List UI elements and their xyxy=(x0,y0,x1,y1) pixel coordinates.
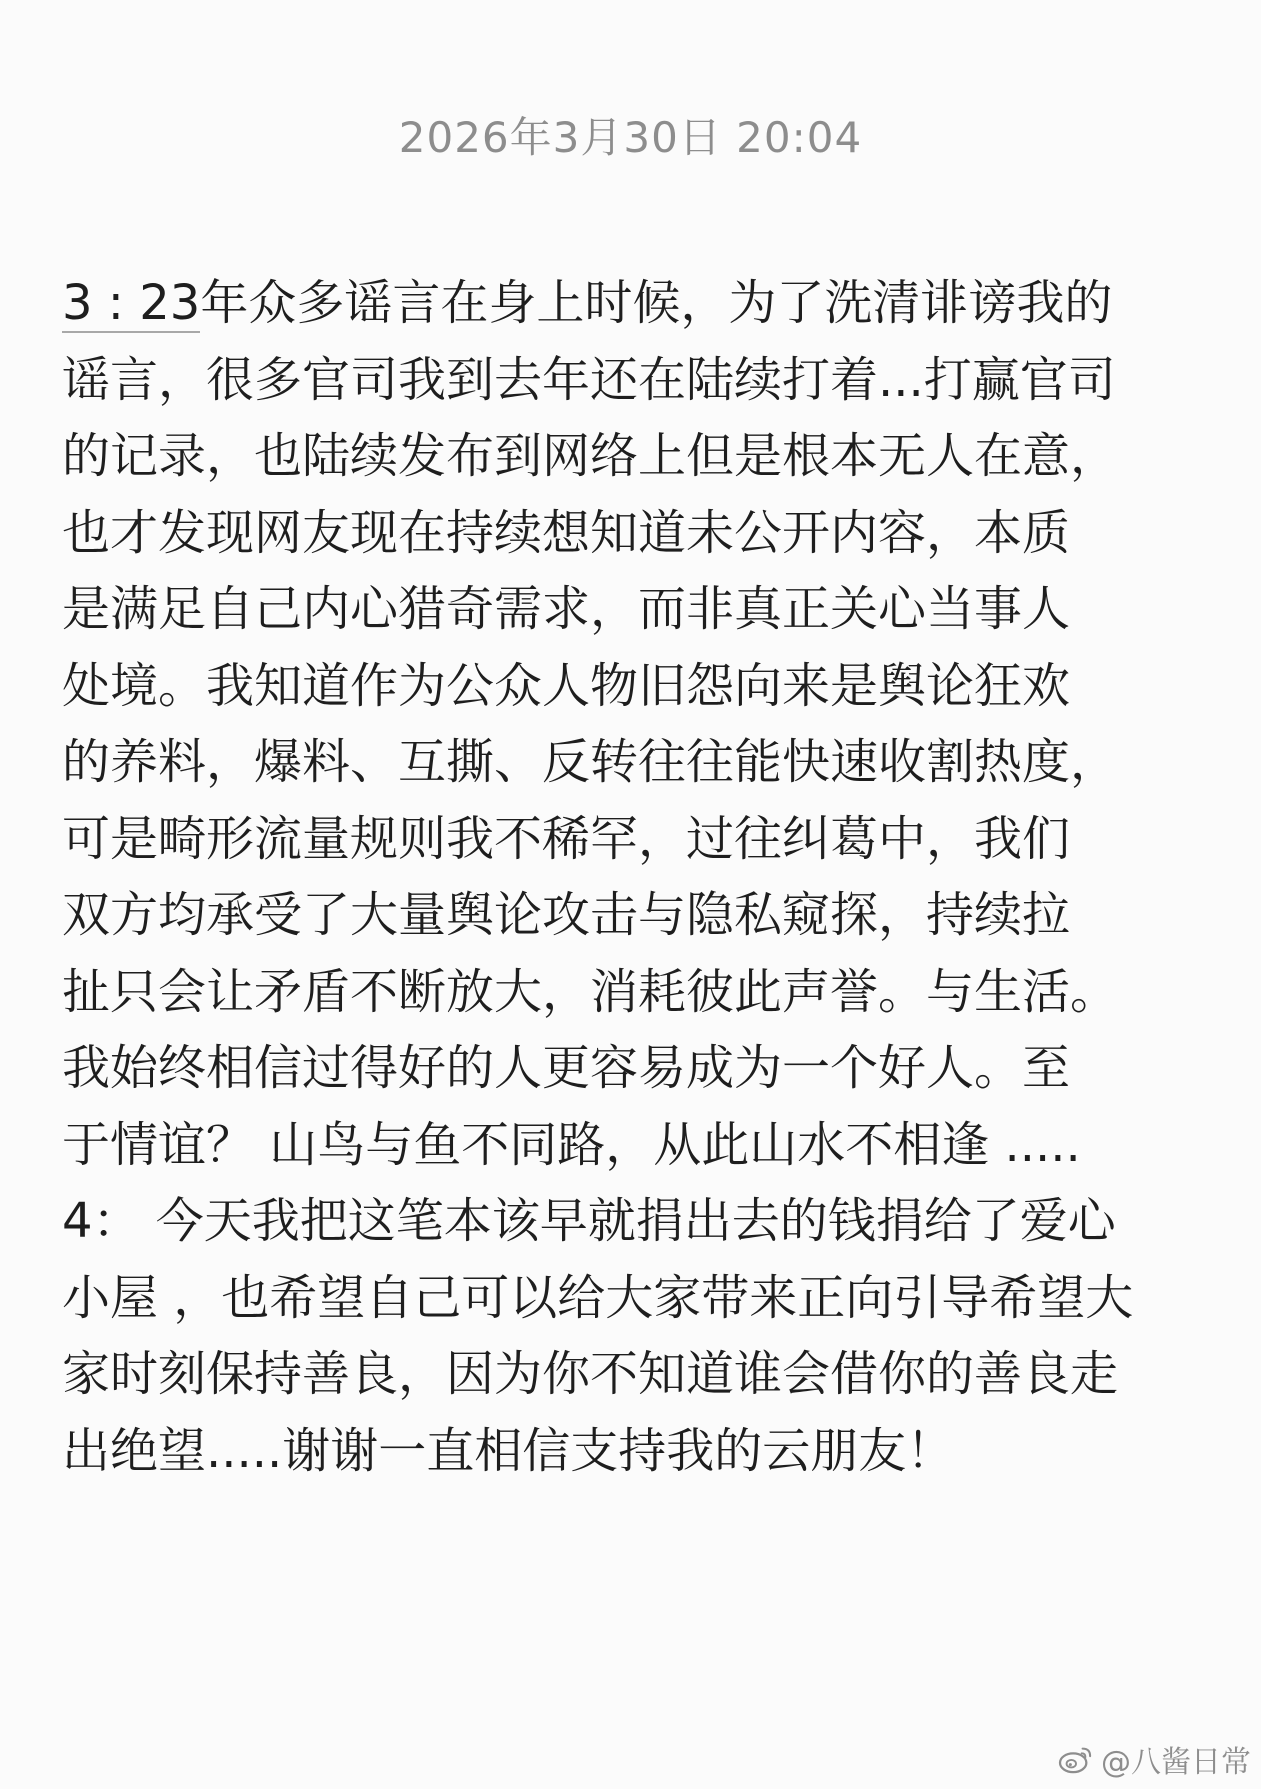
weibo-logo-icon xyxy=(1057,1743,1095,1775)
note-line-text: 年众多谣言在身上时候，为了洗清诽谤我的 xyxy=(200,275,1113,331)
weibo-watermark xyxy=(1057,1737,1251,1781)
note-line: 谣言，很多官司我到去年还在陆续打着...打赢官司 xyxy=(62,351,1116,408)
note-date: 2026年3月30日 20:04 xyxy=(398,113,863,162)
note-line: 处境。我知道作为公众人物旧怨向来是舆论狂欢 xyxy=(62,657,1071,714)
note-underlined-text: 3 : 23 xyxy=(62,275,201,331)
note-line: 可是畸形流量规则我不稀罕，过往纠葛中，我们 xyxy=(62,810,1071,867)
note-line: 于情谊？ 山鸟与鱼不同路，从此山水不相逢 ..... xyxy=(62,1116,1081,1173)
note-line: 家时刻保持善良，因为你不知道谁会借你的善良走 xyxy=(62,1346,1119,1402)
watermark-text: @八酱日常 xyxy=(1101,1745,1251,1780)
note-line: 也才发现网友现在持续想知道未公开内容，本质 xyxy=(62,504,1071,561)
note-line: 小屋 ，也希望自己可以给大家带来正向引导希望大 xyxy=(62,1269,1134,1326)
note-line: 4： 今天我把这笔本该早就捐出去的钱捐给了爱心 xyxy=(62,1193,1116,1249)
note-line: 我始终相信过得好的人更容易成为一个好人。至 xyxy=(62,1040,1071,1096)
note-body xyxy=(62,265,1202,1489)
note-line: 的记录，也陆续发布到网络上但是根本无人在意， xyxy=(62,428,1119,484)
note-line: 扯只会让矛盾不断放大，消耗彼此声誉。与生活。 xyxy=(62,963,1119,1020)
note-line xyxy=(62,265,1202,342)
note-line: 出绝望.....谢谢一直相信支持我的云朋友！ xyxy=(62,1422,955,1479)
note-line: 的养料，爆料、互撕、反转往往能快速收割热度， xyxy=(62,734,1119,790)
note-line: 双方均承受了大量舆论攻击与隐私窥探，持续拉 xyxy=(62,887,1071,943)
note-line: 是满足自己内心猎奇需求，而非真正关心当事人 xyxy=(62,581,1071,637)
